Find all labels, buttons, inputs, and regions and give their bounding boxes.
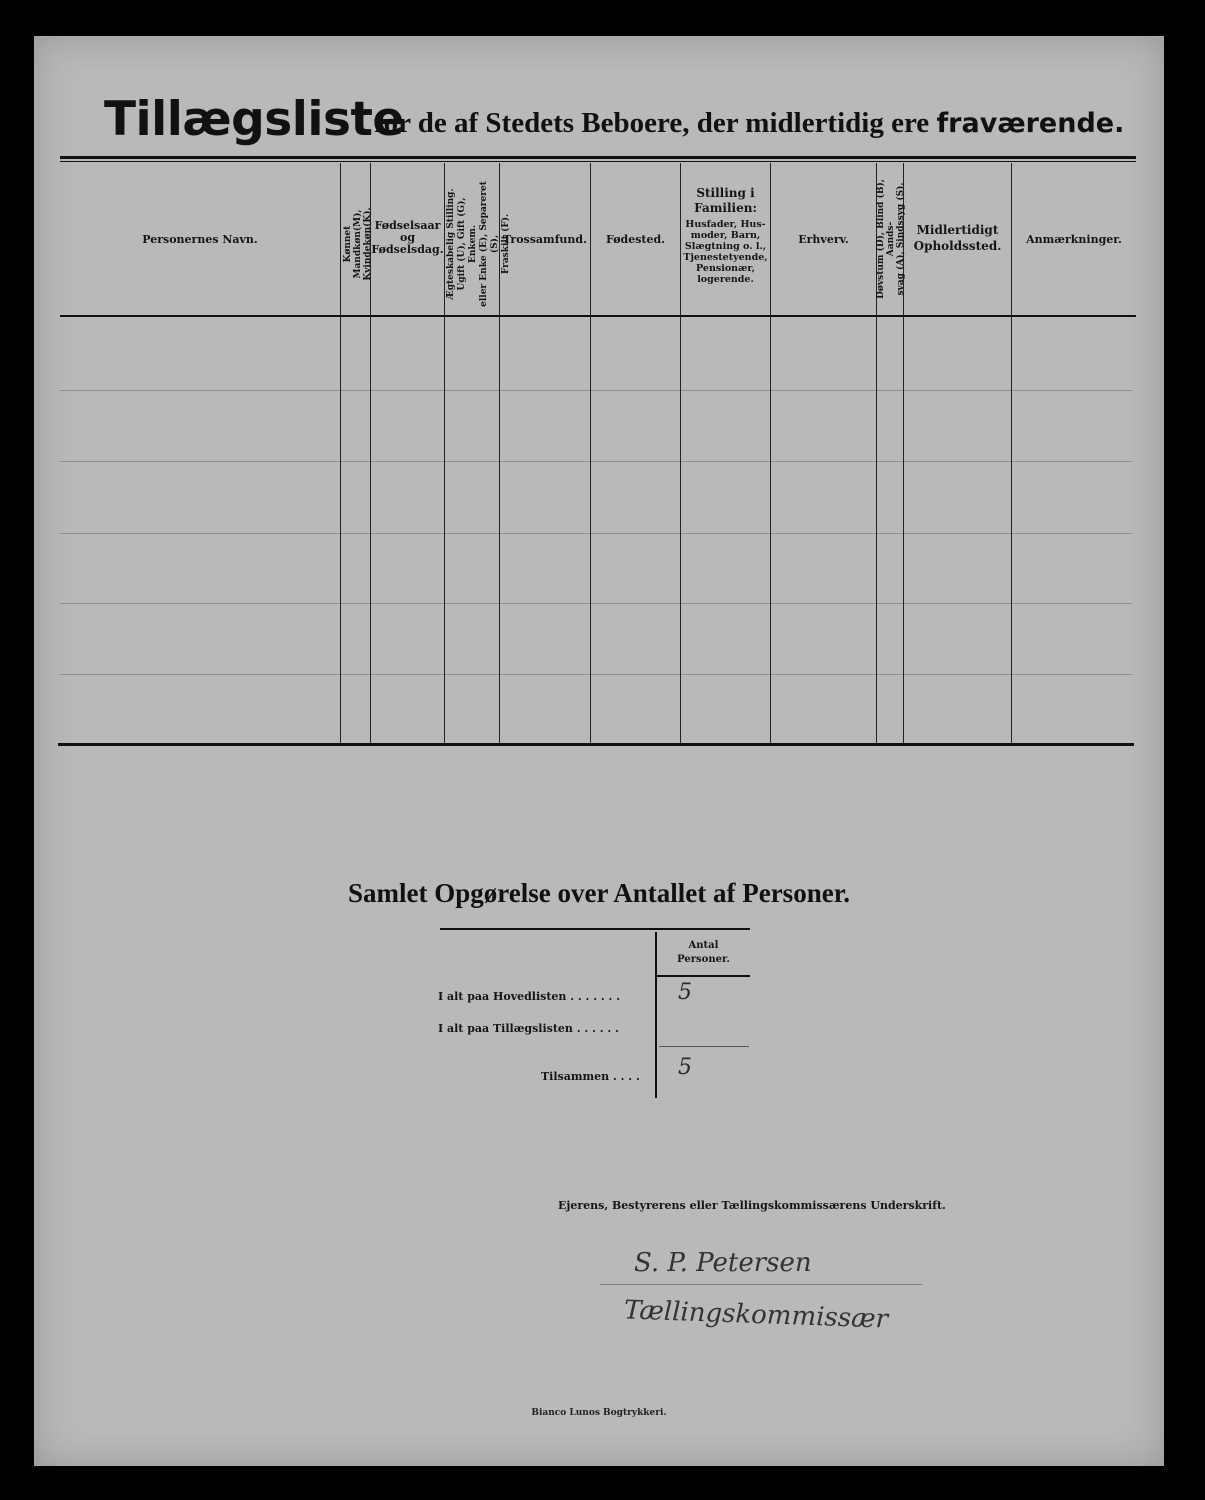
row-divider [60, 533, 1132, 534]
census-sheet [34, 36, 1164, 1466]
subtitle-emphasis: fraværende. [936, 108, 1125, 139]
col-header-marital: Ægteskabelig Stilling. Ugift (U), Gift (G), Enkem. eller Enke (E), Separeret (S), Fraskilt (F). [446, 181, 511, 307]
header-line-1: Antal [688, 940, 719, 951]
header-line-2: Personer. [677, 954, 730, 965]
family-line-5: Slægtning o. l., [684, 241, 767, 252]
col-header-residence [904, 222, 1011, 254]
signature-line [600, 1284, 922, 1285]
column-divider [340, 163, 341, 743]
row-divider [60, 674, 1132, 675]
subtitle-text: for de af Stedets Beboere, der midlertidig ere [374, 107, 930, 139]
col-header-disability: Døvstum (D), Blind (B), Aands- svag (A), Sindssyg (S). [876, 179, 906, 299]
printer-imprint: Bianco Lunos Bogtrykkeri. [531, 1408, 667, 1418]
col-header-occupation: Erhverv. [798, 233, 849, 246]
col-header-religion: Trossamfund. [503, 233, 587, 246]
col-header-gender: Kønnet Mandkøn(M), Kvindekøn(K). [343, 207, 373, 281]
signature-name: S. P. Petersen [634, 1248, 812, 1278]
birth-line-1: Fødselsaar [374, 219, 441, 232]
col-header-birth [371, 220, 444, 256]
family-line-8: logerende. [697, 274, 754, 285]
family-line-2: Familien: [694, 201, 757, 215]
col-header-family [681, 186, 770, 285]
residence-line-2: Opholdssted. [913, 239, 1002, 253]
summary-label-main: I alt paa Hovedlisten . . . . . . . [438, 990, 621, 1003]
col-header-remarks: Anmærkninger. [1026, 233, 1122, 246]
column-divider [590, 163, 591, 743]
table-top-rule [60, 156, 1136, 159]
residence-line-1: Midlertidigt [916, 223, 999, 237]
summary-label-supplement: I alt paa Tillægslisten . . . . . . [438, 1022, 619, 1035]
column-divider [444, 163, 445, 743]
form-title: Tillægsliste [104, 92, 404, 147]
col-header-birthplace: Fødested. [605, 233, 666, 246]
row-divider [60, 461, 1132, 462]
family-line-6: Tjenestetyende, [683, 252, 768, 263]
table-top-rule-thin [60, 161, 1136, 162]
summary-value-total: 5 [678, 1055, 692, 1080]
signature-caption: Ejerens, Bestyrerens eller Tællingskommissærens Underskrift. [558, 1199, 946, 1212]
summary-title: Samlet Opgørelse over Antallet af Personer. [348, 878, 850, 908]
birth-line-2: og [399, 231, 416, 244]
column-divider [770, 163, 771, 743]
signature-role: Tællingskommissær [623, 1295, 889, 1335]
row-divider [60, 603, 1132, 604]
family-line-3: Husfader, Hus- [685, 219, 766, 230]
column-divider [1011, 163, 1012, 743]
col-header-names: Personernes Navn. [142, 233, 258, 246]
family-line-4: moder, Barn, [690, 230, 761, 241]
table-bottom-rule [58, 743, 1134, 746]
summary-value-main: 5 [678, 980, 692, 1005]
row-divider [60, 390, 1132, 391]
summary-column-header [657, 939, 750, 967]
family-line-7: Pensionær, [696, 263, 755, 274]
form-subtitle [374, 107, 1124, 140]
summary-header-rule [657, 975, 750, 977]
birth-line-3: Fødselsdag. [371, 243, 444, 256]
family-line-1: Stilling i [696, 186, 755, 200]
summary-total-rule [659, 1046, 749, 1047]
header-bottom-rule [60, 315, 1136, 317]
summary-top-rule [440, 928, 750, 930]
summary-label-total: Tilsammen . . . . [541, 1070, 640, 1083]
